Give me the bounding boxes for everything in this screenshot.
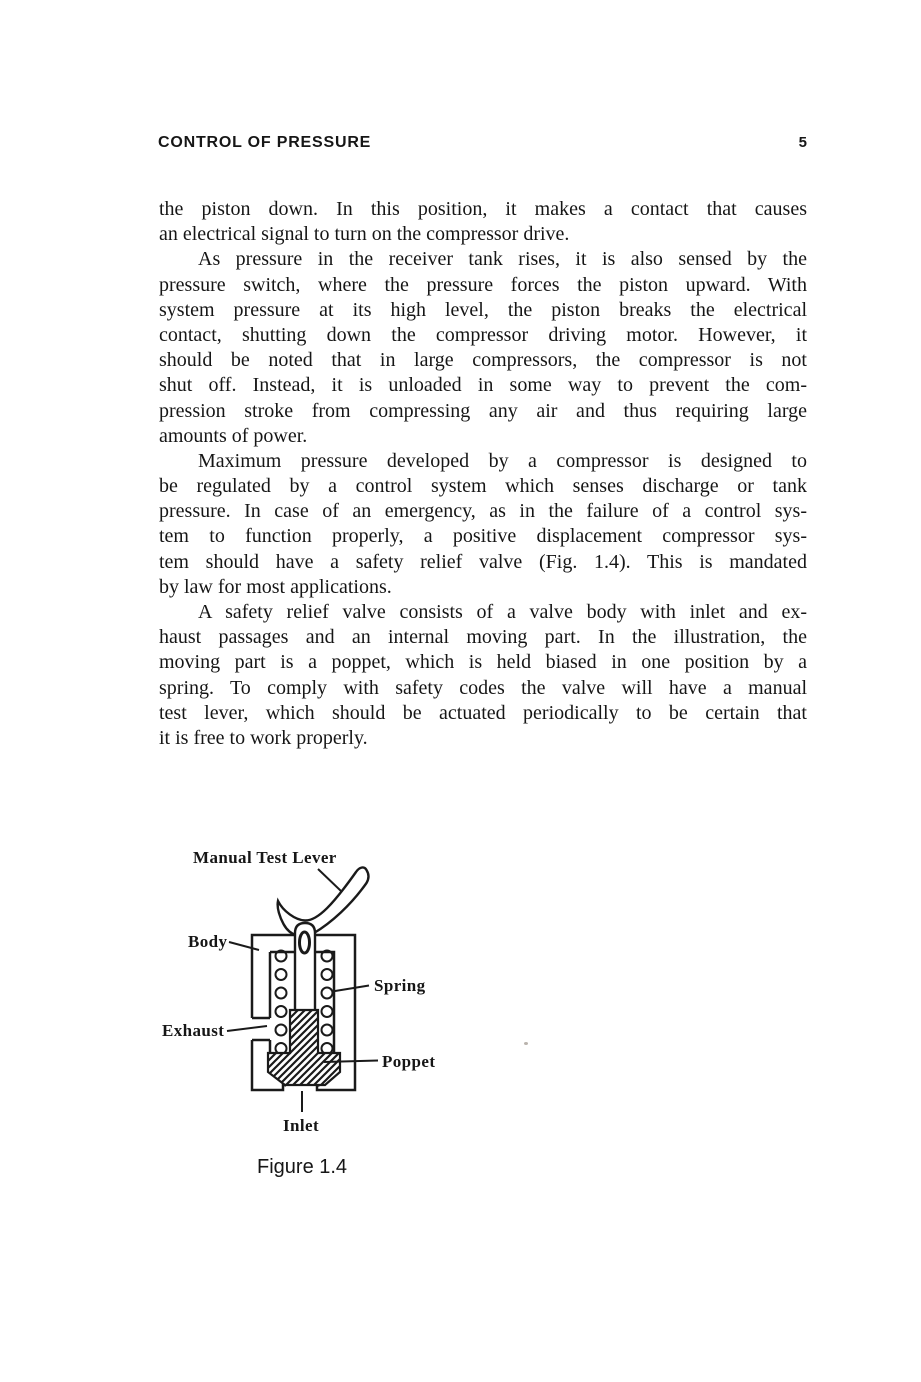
text-line: the piston down. In this position, it makes a contact that causes bbox=[159, 198, 807, 220]
text-line: be regulated by a control system which senses discharge or tank bbox=[159, 475, 807, 498]
text-line: an electrical signal to turn on the compressor drive. bbox=[159, 223, 570, 246]
spring-leader-line bbox=[332, 986, 369, 992]
body-label: Body bbox=[188, 932, 228, 951]
text-line: moving part is a poppet, which is held biased in one position by a bbox=[159, 651, 807, 674]
text-line: As pressure in the receiver tank rises, it is also sensed by the bbox=[198, 248, 807, 271]
text-line: pressure. In case of an emergency, as in the failure of a control sys- bbox=[159, 500, 807, 523]
text-line: system pressure at its high level, the piston breaks the electrical bbox=[159, 298, 807, 321]
exhaust-label: Exhaust bbox=[162, 1021, 225, 1040]
text-line: test lever, which should be actuated periodically to be certain that bbox=[159, 701, 807, 724]
exhaust-leader-line bbox=[227, 1026, 267, 1031]
manual-test-lever-shape bbox=[278, 867, 369, 936]
body-leader-line bbox=[229, 942, 259, 950]
manual-test-lever-label: Manual Test Lever bbox=[193, 848, 337, 867]
body-text bbox=[159, 197, 807, 751]
manual-test-lever-leader-line bbox=[318, 869, 341, 891]
text-line: tem to function properly, a positive displacement compressor sys- bbox=[159, 525, 807, 548]
text-line: pression stroke from compressing any air and thus requiring large bbox=[159, 399, 807, 422]
clevis-pin-hole bbox=[300, 932, 310, 953]
page-number: 5 bbox=[798, 134, 807, 151]
text-line: contact, shutting down the compressor driving motor. However, it bbox=[159, 323, 807, 346]
header-title: CONTROL OF PRESSURE bbox=[158, 134, 372, 151]
poppet-label: Poppet bbox=[382, 1052, 436, 1071]
running-header bbox=[158, 134, 807, 152]
scan-artifact-dot bbox=[524, 1042, 528, 1045]
text-line: it is free to work properly. bbox=[159, 726, 368, 749]
text-line: should be noted that in large compressors, the compressor is not bbox=[159, 349, 807, 372]
text-line: A safety relief valve consists of a valve body with inlet and ex- bbox=[198, 601, 807, 623]
text-line: shut off. Instead, it is unloaded in some way to prevent the com- bbox=[159, 374, 807, 397]
inlet-label: Inlet bbox=[283, 1116, 319, 1135]
poppet-shape bbox=[268, 1010, 340, 1085]
text-line: by law for most applications. bbox=[159, 575, 392, 598]
text-line: Maximum pressure developed by a compressor is designed to bbox=[198, 449, 807, 472]
figure-valve-diagram bbox=[150, 843, 450, 1143]
text-line: amounts of power. bbox=[159, 424, 308, 447]
text-line: haust passages and an internal moving part. In the illustration, the bbox=[159, 626, 807, 649]
valve-stem bbox=[295, 923, 315, 1010]
text-line: spring. To comply with safety codes the valve will have a manual bbox=[159, 676, 807, 699]
text-line: pressure switch, where the pressure forces the piston upward. With bbox=[159, 273, 807, 296]
figure-caption: Figure 1.4 bbox=[257, 1156, 348, 1178]
spring-label: Spring bbox=[374, 976, 426, 995]
text-line: tem should have a safety relief valve (Fig. 1.4). This is mandated bbox=[159, 550, 807, 573]
